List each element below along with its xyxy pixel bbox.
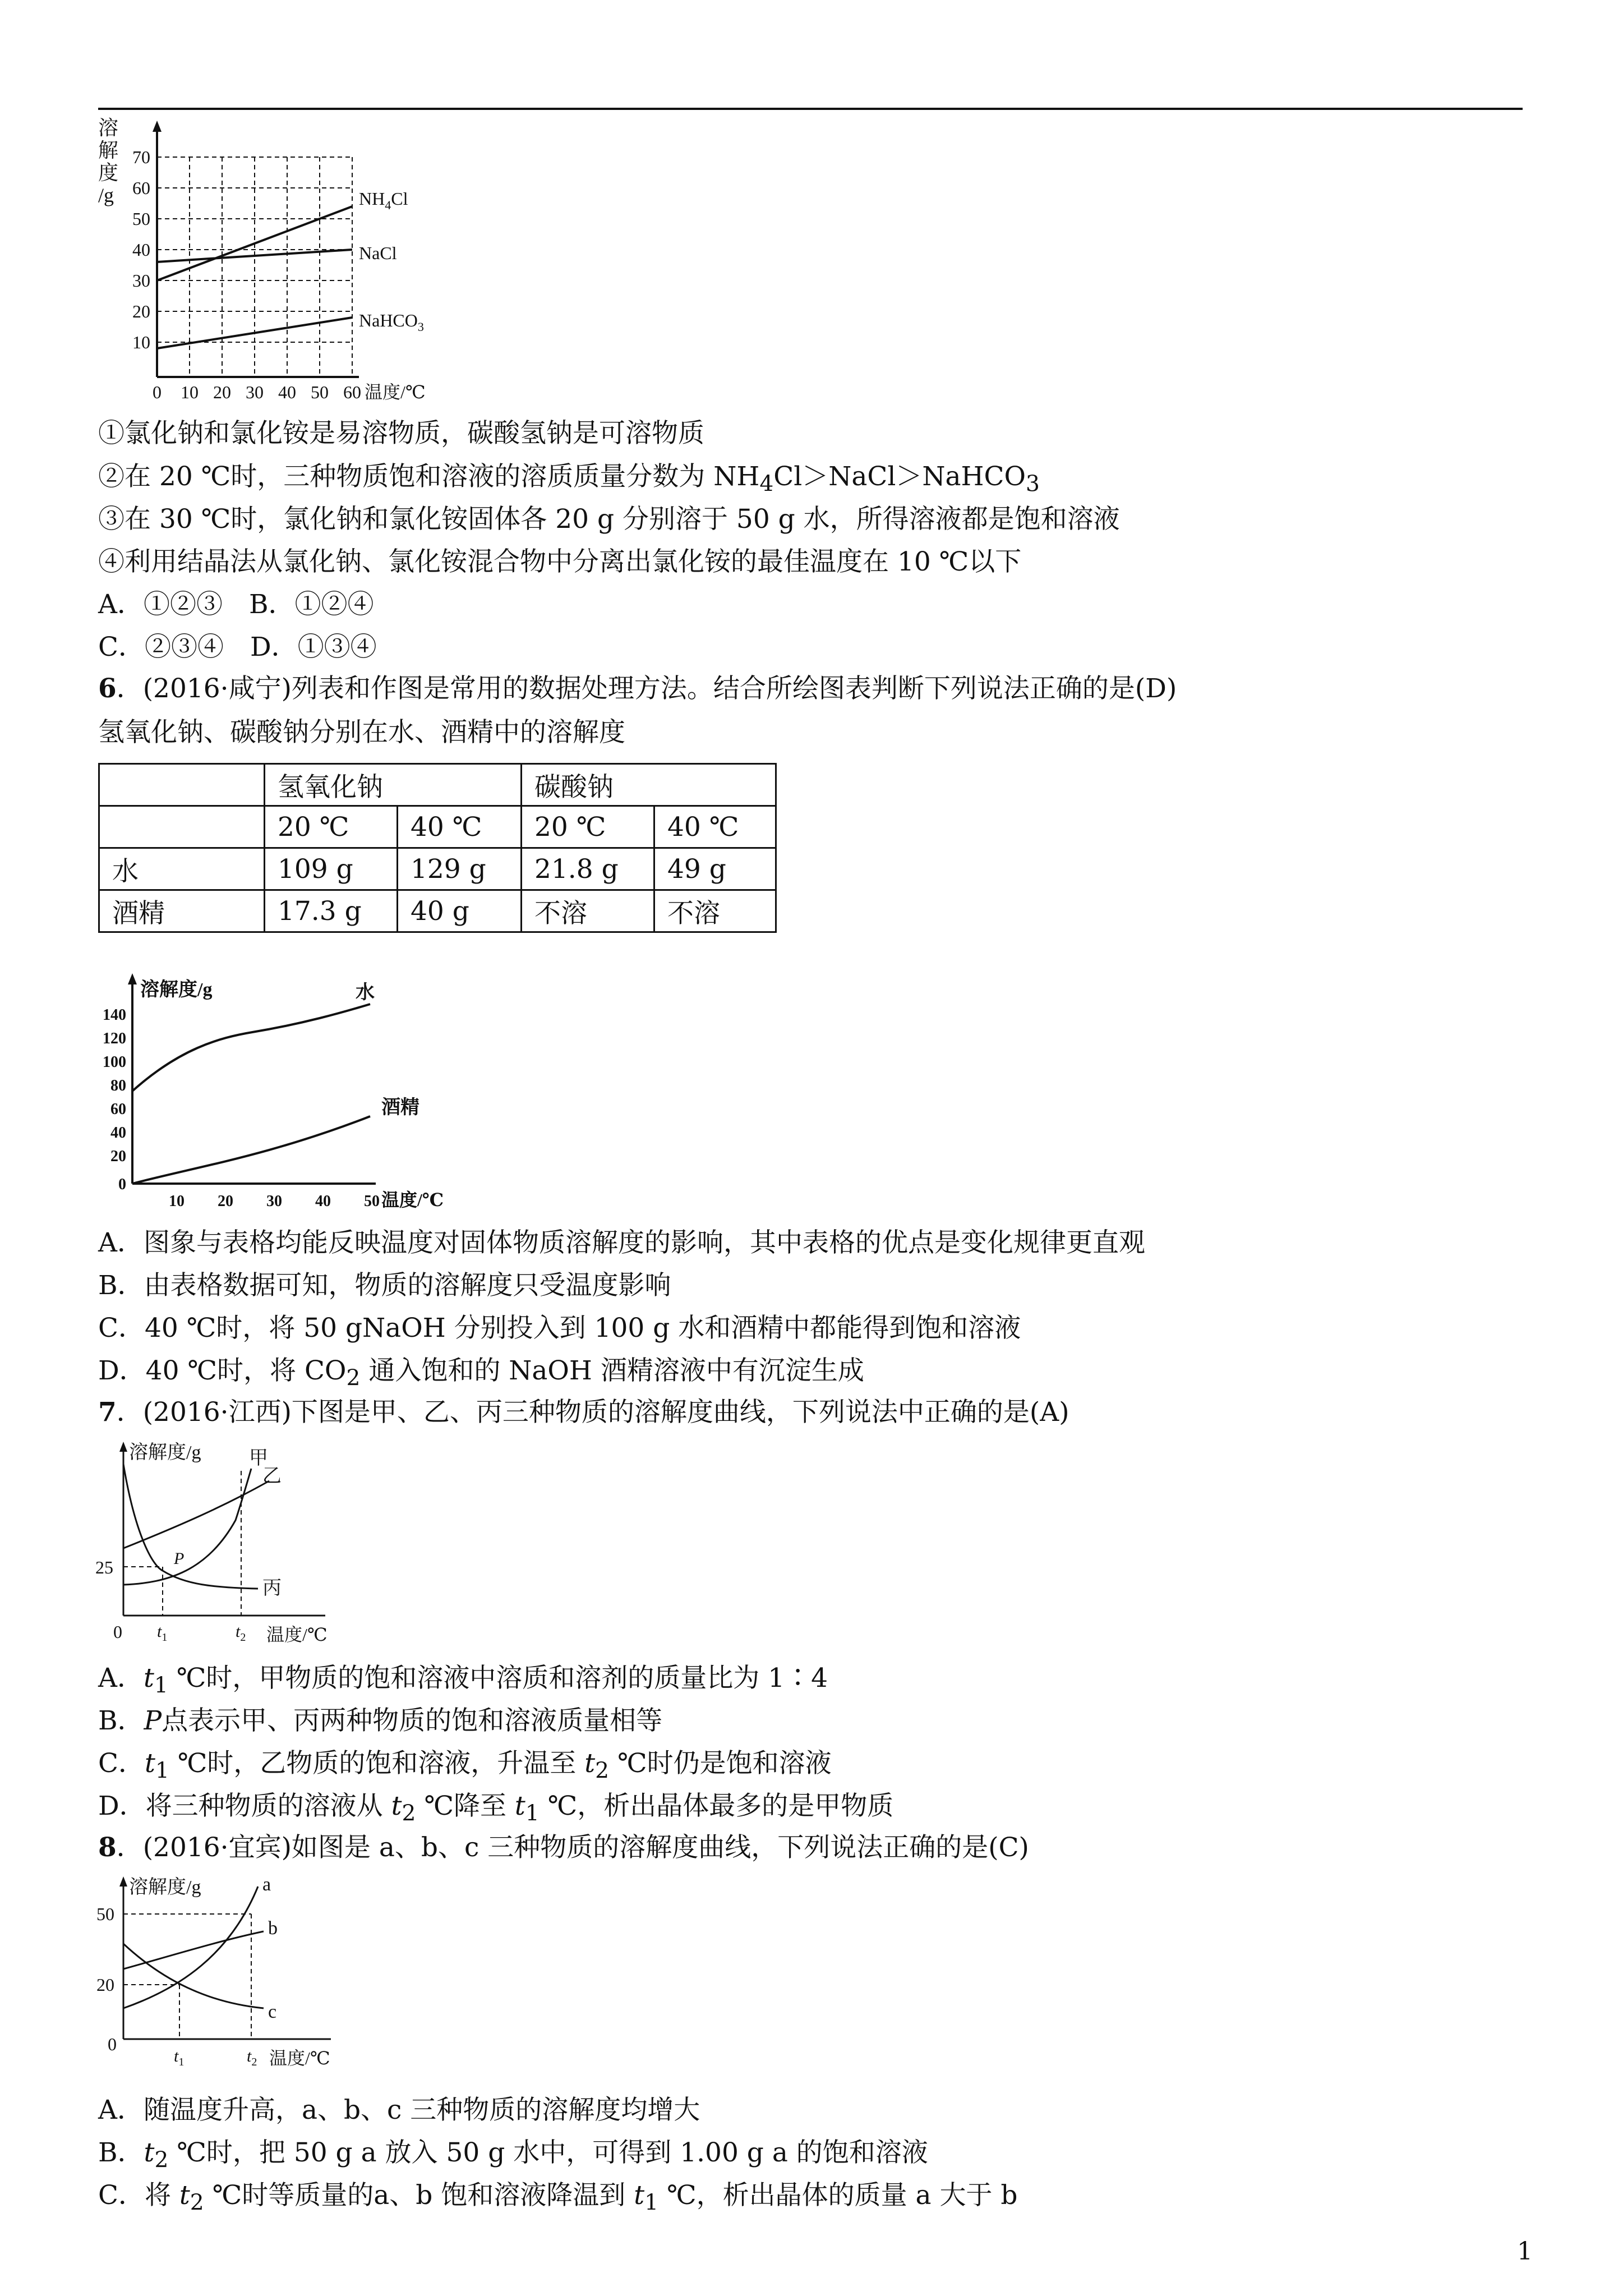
ytick: 50 — [132, 209, 150, 229]
svg-text:40: 40 — [110, 1124, 126, 1142]
header-rule — [98, 108, 1523, 110]
series-label-b: b — [268, 1918, 278, 1939]
svg-text:30: 30 — [266, 1193, 282, 1210]
xtick: 50 — [311, 382, 329, 402]
ytick: 60 — [132, 178, 150, 198]
xlabel: 温度/℃ — [365, 382, 426, 402]
svg-text:50: 50 — [364, 1193, 380, 1210]
ylabel: 溶解度/g — [140, 979, 213, 1000]
svg-text:80: 80 — [110, 1077, 126, 1094]
series-label-yi: 乙 — [262, 1466, 282, 1487]
xtick: 40 — [278, 382, 296, 402]
curve-water — [132, 1004, 370, 1091]
xtick-t2: $t_2$ — [236, 1622, 246, 1644]
page-number: 1 — [1517, 2237, 1533, 2266]
chart-solubility-nh4cl-nacl-nahco3 — [84, 112, 488, 409]
curve-b — [123, 1931, 264, 1969]
xtick: 20 — [213, 382, 231, 402]
xtick: 0 — [153, 382, 162, 402]
ytick: 20 — [132, 301, 150, 321]
series-label-water: 水 — [356, 982, 375, 1003]
table-row: 酒精 17.3 g 40 g 不溶 不溶 — [99, 890, 776, 932]
q7-option-a: A．$t_1$ ℃时，甲物质的饱和溶液中溶质和溶剂的质量比为 1∶4 — [98, 1663, 828, 1699]
q8-option-c: C．将 $t_2$ ℃时等质量的a、b 饱和溶液降温到 $t_1$ ℃，析出晶体的质量 a 大于 b — [98, 2180, 1018, 2216]
series-label-c: c — [268, 2001, 277, 2022]
ytick: 40 — [132, 240, 150, 260]
ylabel: 溶解度/g — [129, 1877, 201, 1898]
xtick: 30 — [246, 382, 264, 402]
q7-option-d: D．将三种物质的溶液从 $t_2$ ℃降至 $t_1$ ℃，析出晶体最多的是甲物质 — [98, 1791, 894, 1826]
q6-option-d: D．40 ℃时，将 $CO_2$ 通入饱和的 NaOH 酒精溶液中有沉淀生成 — [98, 1355, 864, 1391]
q5-options-ab: A．①②③ B．①②④ — [98, 589, 374, 620]
q6-option-a: A．图象与表格均能反映温度对固体物质溶解度的影响，其中表格的优点是变化规律更直观 — [98, 1227, 1145, 1258]
q5-statement-3: ③在 30 ℃时，氯化钠和氯化铵固体各 20 g 分别溶于 50 g 水，所得溶液都是饱和溶液 — [98, 504, 1120, 535]
q6-table-title: 氢氧化钠、碳酸钠分别在水、酒精中的溶解度 — [98, 717, 625, 748]
point-p: P — [174, 1549, 185, 1568]
xlabel: 温度/℃ — [269, 2048, 330, 2068]
ytick-25: 25 — [95, 1557, 113, 1577]
svg-text:20: 20 — [218, 1193, 233, 1210]
xlabel: 温度/℃ — [381, 1190, 444, 1210]
series-label-a: a — [262, 1874, 271, 1895]
label-nahco3: NaHCO$_3$ — [359, 310, 424, 334]
table-header: 20 ℃ — [265, 806, 398, 848]
ytick: 30 — [132, 270, 150, 291]
series-label-jia: 甲 — [249, 1448, 268, 1469]
ylabel: 溶解度/g — [129, 1442, 201, 1463]
q7-stem: 7．(2016·江西)下图是甲、乙、丙三种物质的溶解度曲线，下列说法中正确的是(A) — [98, 1397, 1069, 1428]
q5-options-cd: C．②③④ D．①③④ — [98, 632, 377, 662]
q5-statement-2: ②在 20 ℃时，三种物质饱和溶液的溶质质量分数为 $NH_4Cl>NaCl>NaHCO_3$ — [98, 461, 1040, 497]
curve-alcohol — [132, 1116, 370, 1184]
origin: 0 — [113, 1622, 122, 1642]
ytick: 70 — [132, 147, 150, 167]
ylabel-char: 解 — [98, 139, 119, 162]
chart-naoh-solubility — [84, 970, 488, 1217]
q7-option-b: B．P点表示甲、丙两种物质的饱和溶液质量相等 — [98, 1705, 663, 1736]
xtick-t1: $t_1$ — [174, 2047, 185, 2068]
q6-option-c: C．40 ℃时，将 50 gNaOH 分别投入到 100 g 水和酒精中都能得到饱和溶液 — [98, 1313, 1021, 1343]
q5-statement-1: ①氯化钠和氯化铵是易溶物质，碳酸氢钠是可溶物质 — [98, 418, 704, 449]
q6-option-b: B．由表格数据可知，物质的溶解度只受温度影响 — [98, 1270, 671, 1301]
q8-option-b: B．$t_2$ ℃时，把 50 g a 放入 50 g 水中，可得到 1.00 g a 的饱和溶液 — [98, 2137, 928, 2173]
origin: 0 — [108, 2034, 117, 2054]
ylabel-char: 溶 — [98, 117, 119, 139]
curve-yi — [123, 1481, 269, 1548]
label-nacl: NaCl — [359, 243, 397, 263]
svg-text:60: 60 — [110, 1101, 126, 1118]
svg-text:0: 0 — [118, 1176, 126, 1193]
q8-stem: 8．(2016·宜宾)如图是 a、b、c 三种物质的溶解度曲线，下列说法正确的是(C) — [98, 1832, 1029, 1863]
table-header: 氢氧化钠 — [265, 764, 522, 806]
table-header: 碳酸钠 — [522, 764, 776, 806]
ylabel-char: 度 — [98, 162, 119, 184]
svg-text:20: 20 — [110, 1148, 126, 1165]
series-label-bing: 丙 — [262, 1578, 282, 1599]
solubility-table — [98, 763, 777, 933]
table-row: 水 109 g 129 g 21.8 g 49 g — [99, 848, 776, 890]
svg-text:140: 140 — [103, 1006, 126, 1024]
curve-bing — [123, 1464, 258, 1589]
xtick: 10 — [181, 382, 199, 402]
q8-option-a: A．随温度升高，a、b、c 三种物质的溶解度均增大 — [98, 2095, 700, 2125]
svg-text:100: 100 — [103, 1053, 126, 1071]
table-header: 20 ℃ — [522, 806, 654, 848]
ytick-50: 50 — [96, 1904, 114, 1924]
table-cell — [99, 764, 265, 806]
series-label-alcohol: 酒精 — [381, 1097, 419, 1118]
ytick-20: 20 — [96, 1975, 114, 1995]
xtick: 60 — [343, 382, 361, 402]
xtick-t1: $t_1$ — [157, 1622, 168, 1644]
chart-a-b-c — [84, 1871, 432, 2090]
xtick-t2: $t_2$ — [247, 2047, 257, 2068]
q5-statement-4: ④利用结晶法从氯化钠、氯化铵混合物中分离出氯化铵的最佳温度在 10 ℃以下 — [98, 546, 1022, 577]
chart-jia-yi-bing — [84, 1436, 432, 1660]
table-header: 40 ℃ — [654, 806, 776, 848]
curve-c — [123, 1944, 264, 2008]
label-nh4cl: $NH_4Cl$ — [359, 188, 408, 212]
svg-text:120: 120 — [103, 1030, 126, 1047]
xlabel: 温度/℃ — [266, 1625, 328, 1645]
svg-text:10: 10 — [169, 1193, 185, 1210]
ylabel-char: /g — [98, 184, 114, 206]
table-header: 40 ℃ — [398, 806, 522, 848]
q7-option-c: C．$t_1$ ℃时，乙物质的饱和溶液，升温至 $t_2$ ℃时仍是饱和溶液 — [98, 1748, 832, 1784]
ytick: 10 — [132, 332, 150, 352]
q6-stem: 6．(2016·咸宁)列表和作图是常用的数据处理方法。结合所绘图表判断下列说法正确的是(D) — [98, 673, 1177, 704]
svg-text:40: 40 — [315, 1193, 331, 1210]
